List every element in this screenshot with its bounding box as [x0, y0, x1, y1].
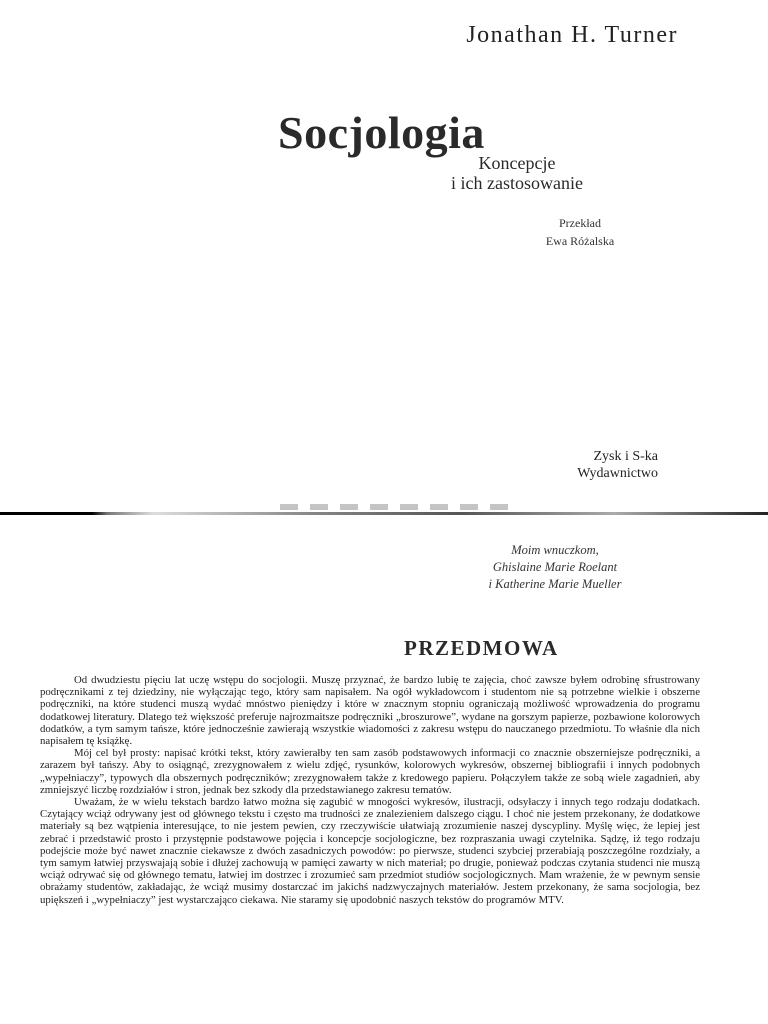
book-title: Socjologia	[278, 107, 485, 158]
preface-heading: PRZEDMOWA	[404, 636, 559, 660]
preface-paragraph-3: Uważam, że w wielu tekstach bardzo łatwo można się zagubić w mnogości wykresów, ilustracji, odsyłaczy i innych tego rodzaju dodatkach. Czytający wciąż odrywany jest od głównego tekstu i często ma trudności ze znalezieniem dalszego ciągu. I choć nie jestem przekonany, że dodatkowe materiały są bez wątpienia interesujące, to nie jestem pewien, czy rzeczywiście ułatwiają zrozumienie naszej dyscypliny. Myślę więc, że lepiej jest zebrać i przedstawić prosto i przystępnie podstawowe pojęcia i koncepcje socjologiczne, bez rozpraszania uwagi czytelnika. Sądzę, iż tego rodzaju podejście może być nawet znacznie ciekawsze z dwóch zasadniczych powodów: po pierwsze, studenci szybciej przerabiają poszczególne rozdziały, a tym samym łatwiej przyswajają sobie i dłużej zachowują w pamięci zawarty w nich materiał; po drugie, ponieważ podczas czytania studenci nie muszą wciąż odrywać się od głównego tematu, łatwiej im dostrzec i zrozumieć sam przedmiot studiów socjologicznych. Mam wrażenie, że w pewnym sensie obrażamy studentów, zakładając, że wciąż musimy dostarczać im jakichś nadzwyczajnych materiałów. Jestem przekonany, że sama socjologia, bez upiększeń i „wypełniaczy” jest wystarczająco ciekawa. Nie staramy się upodobnić naszych tekstów do programów MTV.	[40, 796, 700, 906]
publisher-line-1: Zysk i S-ka	[593, 449, 658, 464]
publisher	[478, 448, 658, 482]
scan-artifact	[280, 504, 520, 510]
publisher-line-2: Wydawnictwo	[577, 466, 658, 481]
translator-name: Ewa Różalska	[545, 234, 615, 248]
preface-paragraph-1: Od dwudziestu pięciu lat uczę wstępu do socjologii. Muszę przyznać, że bardzo lubię te zajęcia, choć zawsze byłem odrobinę sfrustrowany podręcznikami z tej dziedziny, nie wyłączając tego, który sam napisałem. Na ogół wykładowcom i studentom nie są potrzebne wielkie i obszerne podręczniki, na które studenci muszą wydać mnóstwo pieniędzy i które w znacznym stopniu ograniczają możliwość wprowadzenia do programu dodatkowej literatury. Dlatego też większość preferuje najrozmaitsze podręczniki „broszurowe”, wydane na gorszym papierze, pozbawione kolorowych dodatków, a tym samym tańsze, które jednocześnie zawierają wszystkie wiadomości z zakresu wstępu do nauczanego przedmiotu. To właśnie dla nich napisałem tę książkę.	[40, 674, 700, 748]
preface-body	[40, 674, 700, 906]
translator-credit	[500, 214, 660, 250]
translator-label: Przekład	[559, 216, 601, 230]
author-name: Jonathan H. Turner	[466, 22, 678, 48]
subtitle-line-2: i ich zastosowanie	[451, 173, 583, 193]
subtitle-line-1: Koncepcje	[478, 153, 556, 173]
dedication	[440, 542, 670, 593]
dedication-line-1: Moim wnuczkom,	[511, 543, 599, 557]
dedication-line-3: i Katherine Marie Mueller	[488, 577, 622, 591]
dedication-line-2: Ghislaine Marie Roelant	[492, 560, 618, 574]
preface-paragraph-2: Mój cel był prosty: napisać krótki tekst, który zawierałby ten sam zasób podstawowych informacji co znacznie obszerniejsze podręczniki, a zarazem był tańszy. Aby to osiągnąć, zrezygnowałem z wielu zdjęć, rysunków, kolorowych wykresów, obszernej bibliografii i innych podobnych „wypełniaczy”, typowych dla obszernych podręczników; zrezygnowałem także z kredowego papieru. Połączyłem także ze sobą wiele zagadnień, aby zmniejszyć liczbę rozdziałów i stron, jednak bez szkody dla przedstawianego zakresu tematów.	[40, 747, 700, 796]
book-subtitle	[352, 153, 682, 193]
